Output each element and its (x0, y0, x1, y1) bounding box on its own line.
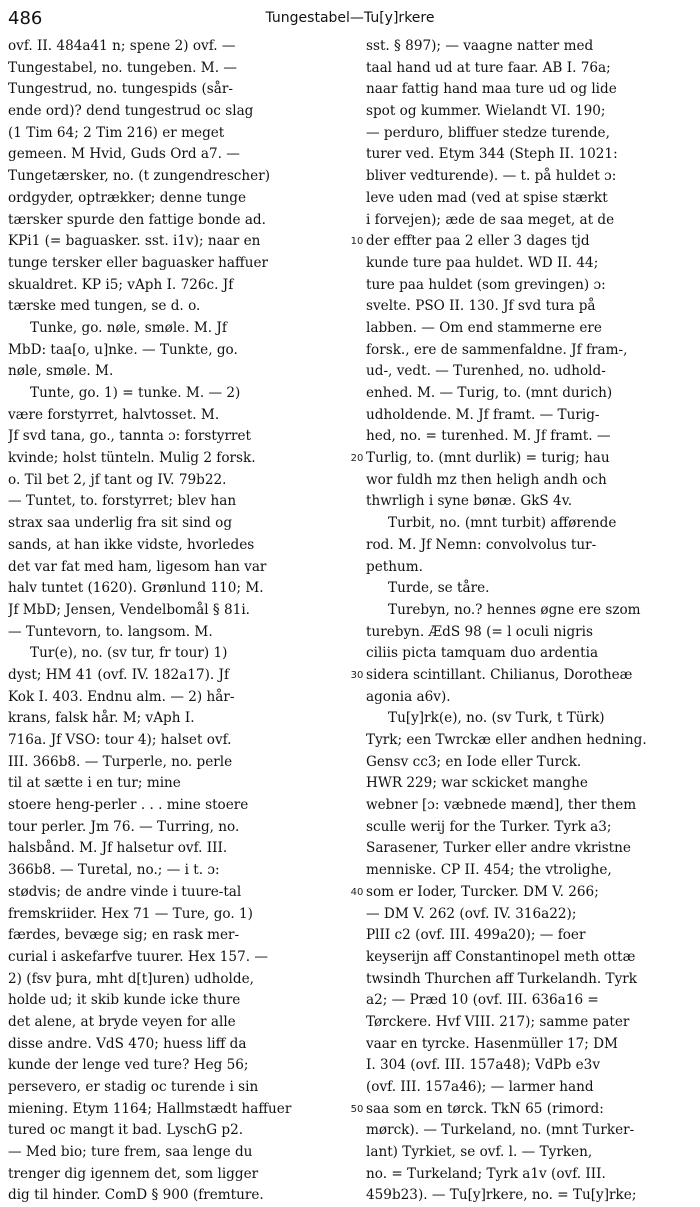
text-line: sands, at han ikke vidste, hvorledes (8, 536, 255, 553)
text-line: i forvejen); æde de saa meget, at de (366, 211, 615, 228)
page-number: 486 (8, 8, 43, 29)
text-line: Tyrk; een Twrckæ eller andhen hedning. (366, 732, 647, 748)
text-line: Tunke, go. nøle, smøle. M. Jf (30, 319, 227, 336)
text-line: naar fattig hand maa ture ud og lide (366, 81, 617, 98)
text-line: o. Til bet 2, jf tant og IV. 79b22. (8, 471, 227, 488)
text-line: — Tuntet, to. forstyrret; blev han (8, 493, 237, 510)
text-line: saa som en tørck. TkN 65 (rimord: (366, 1100, 604, 1117)
text-line: ud-, vedt. — Turenhed, no. udhold- (366, 363, 606, 380)
text-line: Turde, se tåre. (388, 580, 490, 597)
text-line: menniske. CP II. 454; the vtrolighe, (366, 862, 612, 879)
text-line: gemeen. M Hvid, Guds Ord a7. — (8, 146, 240, 163)
text-line: — DM V. 262 (ovf. IV. 316a22); (366, 905, 577, 922)
text-line: rod. M. Jf Nemn: convolvolus tur- (366, 536, 597, 553)
text-line: no. = Turkeland; Tyrk a1v (ovf. III. (366, 1165, 606, 1182)
text-line: 366b8. — Turetal, no.; — i t. ɔ: (8, 862, 220, 879)
text-line: Tur(e), no. (sv tur, fr tour) 1) (30, 645, 228, 662)
text-line: mørck). — Turkeland, no. (mnt Turker- (366, 1122, 635, 1139)
text-line: keyserijn aff Constantinopel meth ottæ (366, 948, 636, 965)
text-line: nøle, smøle. M. (8, 363, 114, 380)
text-line: I. 304 (ovf. III. 157a48); VdPb e3v (366, 1057, 601, 1074)
text-line: tured oc mangt it bad. LyschG p2. (8, 1122, 244, 1139)
text-line: leve uden mad (ved at spise stærkt (366, 189, 608, 206)
left-column (8, 36, 346, 1207)
text-line: til at sætte i en tur; mine (8, 775, 181, 792)
line-number: 20 (350, 453, 364, 465)
text-line: ciliis picta tamquam duo ardentia (366, 645, 599, 662)
text-line: Tungestabel, no. tungeben. M. — (8, 59, 237, 76)
text-line: sst. § 897); — vaagne natter med (366, 38, 594, 54)
text-line: disse andre. VdS 470; huess liff da (8, 1035, 247, 1052)
text-line: Tungestrud, no. tungespids (sår- (8, 81, 233, 98)
text-line: ende ord)? dend tungestrud oc slag (8, 103, 254, 120)
text-line: ordgyder, optrækker; denne tunge (8, 189, 247, 206)
text-line: udholdende. M. Jf framt. — Turig- (366, 406, 600, 423)
line-number: 30 (350, 670, 364, 682)
text-line: agonia a6v). (366, 688, 451, 705)
text-line: 2) (fsv þura, mht d[t]uren) udholde, (8, 970, 254, 987)
text-line: bliver vedturende). — t. på huldet ɔ: (366, 168, 617, 185)
text-line: Sarasener, Turker eller andre vkristne (366, 840, 631, 857)
line-number: 40 (350, 887, 364, 899)
text-line: tærske med tungen, se d. o. (8, 298, 201, 315)
line-number: 10 (350, 236, 364, 248)
text-line: labben. — Om end stammerne ere (366, 319, 602, 336)
running-head: Tungestabel—Tu[y]rkere (265, 10, 435, 26)
text-line: 459b23). — Tu[y]rkere, no. = Tu[y]rke; (366, 1187, 637, 1204)
text-line: Jf MbD; Jensen, Vendelbomål § 81i. (8, 601, 250, 618)
text-line: Turebyn, no.? hennes øgne ere szom (388, 601, 641, 618)
text-line: skualdret. KP i5; vAph I. 726c. Jf (8, 276, 234, 293)
text-line: vaar en tyrcke. Hasenmüller 17; DM (366, 1035, 618, 1052)
text-line: tour perler. Jm 76. — Turring, no. (8, 818, 240, 835)
text-line: være forstyrret, halvtosset. M. (8, 406, 220, 423)
text-line: (ovf. III. 157a46); — larmer hand (366, 1079, 594, 1095)
right-column (366, 36, 696, 1207)
text-line: Kok I. 403. Endnu alm. — 2) hår- (8, 688, 235, 705)
text-line: halv tuntet (1620). Grønlund 110; M. (8, 580, 264, 597)
text-line: færdes, bevæge sig; en rask mer- (8, 927, 240, 944)
text-line: wor fuldh mz then heligh andh och (366, 471, 607, 488)
text-line: HWR 229; war sckicket manghe (366, 775, 588, 792)
text-line: som er Ioder, Turcker. DM V. 266; (366, 883, 599, 900)
text-line: turebyn. ÆdS 98 (= l oculi nigris (366, 623, 593, 640)
text-line: III. 366b8. — Turperle, no. perle (8, 753, 233, 770)
text-line: halsbånd. M. Jf halsetur ovf. III. (8, 840, 228, 857)
text-line: pethum. (366, 558, 423, 575)
text-line: twsindh Thurchen aff Turkelandh. Tyrk (366, 970, 637, 987)
text-line: det var fat med ham, ligesom han var (8, 558, 267, 575)
text-line: kunde ture paa huldet. WD II. 44; (366, 254, 599, 271)
text-line: turer ved. Etym 344 (Steph II. 1021: (366, 146, 618, 163)
text-line: kvinde; holst tünteln. Mulig 2 forsk. (8, 450, 256, 467)
text-line: webner [ɔ: væbnede mænd], ther them (366, 797, 637, 814)
text-line: spot og kummer. Wielandt VI. 190; (366, 103, 606, 120)
text-line: stoere heng-perler . . . mine stoere (8, 797, 249, 814)
text-line: PlII c2 (ovf. III. 499a20); — foer (366, 927, 586, 944)
text-line: tærsker spurde den fattige bonde ad. (8, 211, 266, 228)
text-line: persevero, er stadig oc turende i sin (8, 1079, 259, 1095)
text-line: svelte. PSO II. 130. Jf svd tura på (366, 298, 596, 315)
text-line: Tørckere. Hvf VIII. 217); samme pater (366, 1013, 630, 1030)
text-line: thwrligh i syne bønæ. GkS 4v. (366, 493, 573, 510)
text-line: stødvis; de andre vinde i tuure-tal (8, 883, 242, 900)
text-line: Tunte, go. 1) = tunke. M. — 2) (30, 385, 241, 401)
text-line: KPi1 (= baguasker. sst. i1v); naar en (8, 233, 261, 250)
text-line: curial i askefarfve tuurer. Hex 157. — (8, 948, 268, 965)
text-line: krans, falsk hår. M; vAph I. (8, 710, 195, 727)
text-line: trenger dig igennem det, som ligger (8, 1165, 259, 1182)
text-line: Turbit, no. (mnt turbit) afførende (388, 515, 617, 532)
text-line: strax saa underlig fra sit sind og (8, 515, 233, 532)
text-line: sidera scintillant. Chilianus, Dorotheæ (366, 666, 633, 683)
text-line: (1 Tim 64; 2 Tim 216) er meget (8, 124, 225, 141)
text-line: forsk., ere de sammenfaldne. Jf fram-, (366, 341, 628, 358)
text-line: 716a. Jf VSO: tour 4); halset ovf. (8, 732, 232, 748)
text-line: dyst; HM 41 (ovf. IV. 182a17). Jf (8, 666, 230, 683)
text-line: Tungetærsker, no. (t zungendrescher) (8, 168, 271, 185)
text-line: Jf svd tana, go., tannta ɔ: forstyrret (8, 428, 251, 445)
text-line: a2; — Præd 10 (ovf. III. 636a16 = (366, 992, 599, 1009)
text-line: det alene, at bryde veyen for alle (8, 1013, 236, 1030)
text-line: sculle werij for the Turker. Tyrk a3; (366, 818, 612, 835)
text-line: kunde der lenge ved ture? Heg 56; (8, 1057, 249, 1074)
text-line: holde ud; it skib kunde icke thure (8, 992, 241, 1009)
text-line: ovf. II. 484a41 n; spene 2) ovf. — (8, 38, 236, 54)
text-line: Gensv cc3; en Iode eller Turck. (366, 753, 582, 770)
text-line: MbD: taa[o, u]nke. — Tunkte, go. (8, 341, 238, 358)
text-line: der effter paa 2 eller 3 dages tjd (366, 233, 590, 250)
text-line: enhed. M. — Turig, to. (mnt durich) (366, 385, 613, 401)
text-line: miening. Etym 1164; Hallmstædt haffuer (8, 1100, 292, 1117)
text-line: dig til hinder. ComD § 900 (fremture. (8, 1187, 264, 1204)
text-line: Turlig, to. (mnt durlik) = turig; hau (366, 450, 610, 467)
text-line: — perduro, bliffuer stedze turende, (366, 124, 610, 141)
text-line: Tu[y]rk(e), no. (sv Turk, t Türk) (388, 710, 605, 727)
text-line: — Med bio; ture frem, saa lenge du (8, 1144, 253, 1161)
text-line: taal hand ud at ture faar. AB I. 76a; (366, 59, 611, 76)
text-line: hed, no. = turenhed. M. Jf framt. — (366, 428, 611, 445)
text-line: tunge tersker eller baguasker haffuer (8, 254, 268, 271)
page-header (8, 6, 692, 30)
text-line: fremskriider. Hex 71 — Ture, go. 1) (8, 905, 253, 922)
text-line: ture paa huldet (som grevingen) ɔ: (366, 276, 606, 293)
text-line: — Tuntevorn, to. langsom. M. (8, 623, 213, 640)
line-number: 50 (350, 1104, 364, 1116)
text-line: lant) Tyrkiet, se ovf. l. — Tyrken, (366, 1144, 593, 1161)
